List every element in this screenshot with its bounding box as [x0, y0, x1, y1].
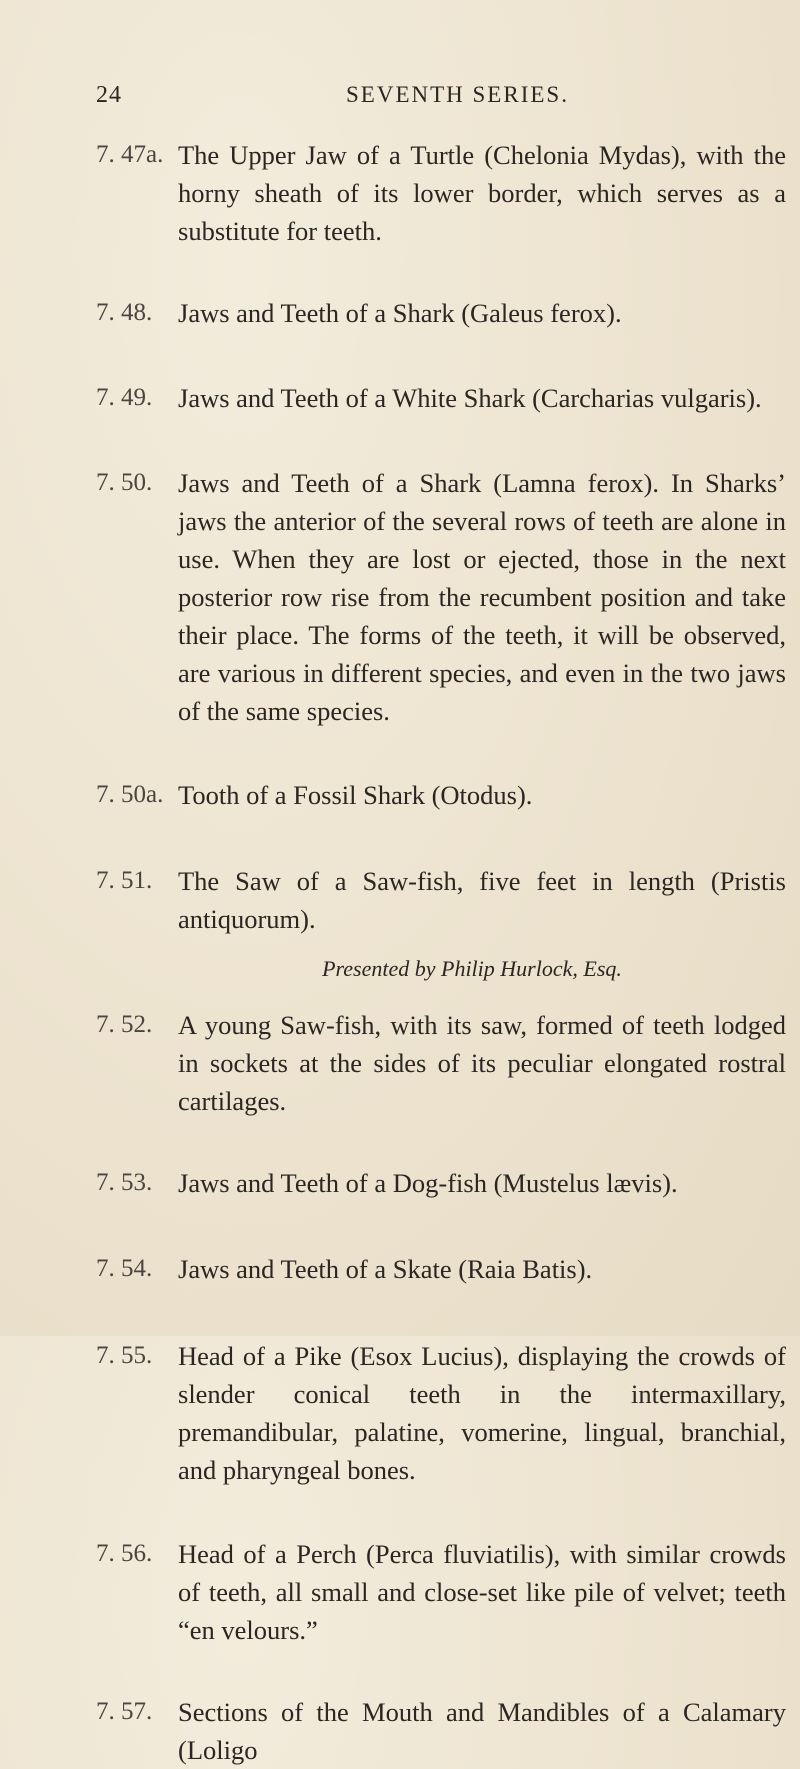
catalogue-entry [96, 379, 786, 417]
catalogue-entry [96, 1250, 786, 1288]
entry-text: Jaws and Teeth of a White Shark (Carcharias vulgaris). [178, 383, 762, 413]
catalogue-entry [96, 294, 786, 332]
running-head: SEVENTH SERIES. [346, 82, 569, 107]
entry-text: Jaws and Teeth of a Dog-fish (Mustelus lævis). [178, 1168, 678, 1198]
entry-number: 7. 56. [96, 1540, 153, 1567]
catalogue-entry [96, 776, 786, 814]
entry-number: 7. 53. [96, 1169, 153, 1196]
entry-number: 7. 49. [96, 384, 153, 411]
entry-text: Head of a Pike (Esox Lucius), displaying the crowds of slender conical teeth in the intermaxillary, premandibular, palatine, vomerine, lingual, branchial, and pharyngeal bones. [178, 1341, 786, 1485]
entry-text: The Saw of a Saw-fish, five feet in length (Pristis antiquorum). [178, 866, 786, 934]
entry-number: 7. 48. [96, 299, 153, 326]
entry-text: A young Saw-fish, with its saw, formed of teeth lodged in sockets at the sides of its peculiar elongated rostral cartilages. [178, 1010, 786, 1116]
entry-text: Jaws and Teeth of a Shark (Lamna ferox). In Sharks’ jaws the anterior of the several rows of teeth are alone in use. When they are lost or ejected, those in the next posterior row rise from the recumbent position and take their place. The forms of the teeth, it will be observed, are various in different species, and even in the two jaws of the same species. [178, 468, 786, 726]
page-header [96, 82, 776, 118]
donor-note: Presented by Philip Hurlock, Esq. [322, 956, 622, 981]
catalogue-entry [96, 862, 786, 986]
entry-text: Head of a Perch (Perca fluviatilis), with similar crowds of teeth, all small and close-set like pile of velvet; teeth “en velours.” [178, 1539, 786, 1645]
entry-text: Sections of the Mouth and Mandibles of a Calamary (Loligo [178, 1697, 786, 1765]
entry-number: 7. 50a. [96, 781, 164, 808]
catalogue-entry [96, 464, 786, 730]
entry-number: 7. 55. [96, 1342, 153, 1369]
catalogue-entry [96, 1693, 786, 1769]
catalogue-entry [96, 1006, 786, 1120]
entry-number: 7. 54. [96, 1255, 153, 1282]
entry-number: 7. 47a. [96, 141, 164, 168]
entry-number: 7. 51. [96, 867, 153, 894]
entry-text: The Upper Jaw of a Turtle (Chelonia Mydas), with the horny sheath of its lower border, which serves as a substitute for teeth. [178, 140, 786, 246]
catalogue-entry [96, 1337, 786, 1489]
entry-number: 7. 50. [96, 469, 153, 496]
entry-number: 7. 57. [96, 1698, 153, 1725]
entry-text: Jaws and Teeth of a Shark (Galeus ferox). [178, 298, 622, 328]
entry-text: Jaws and Teeth of a Skate (Raia Batis). [178, 1254, 593, 1284]
catalogue-entry [96, 1535, 786, 1649]
entry-text: Tooth of a Fossil Shark (Otodus). [178, 780, 533, 810]
page-number: 24 [96, 82, 122, 108]
entry-content [178, 862, 786, 986]
catalogue-entry [96, 1164, 786, 1202]
entry-number: 7. 52. [96, 1011, 153, 1038]
catalogue-entry [96, 136, 786, 250]
catalogue-entries [96, 136, 786, 1769]
